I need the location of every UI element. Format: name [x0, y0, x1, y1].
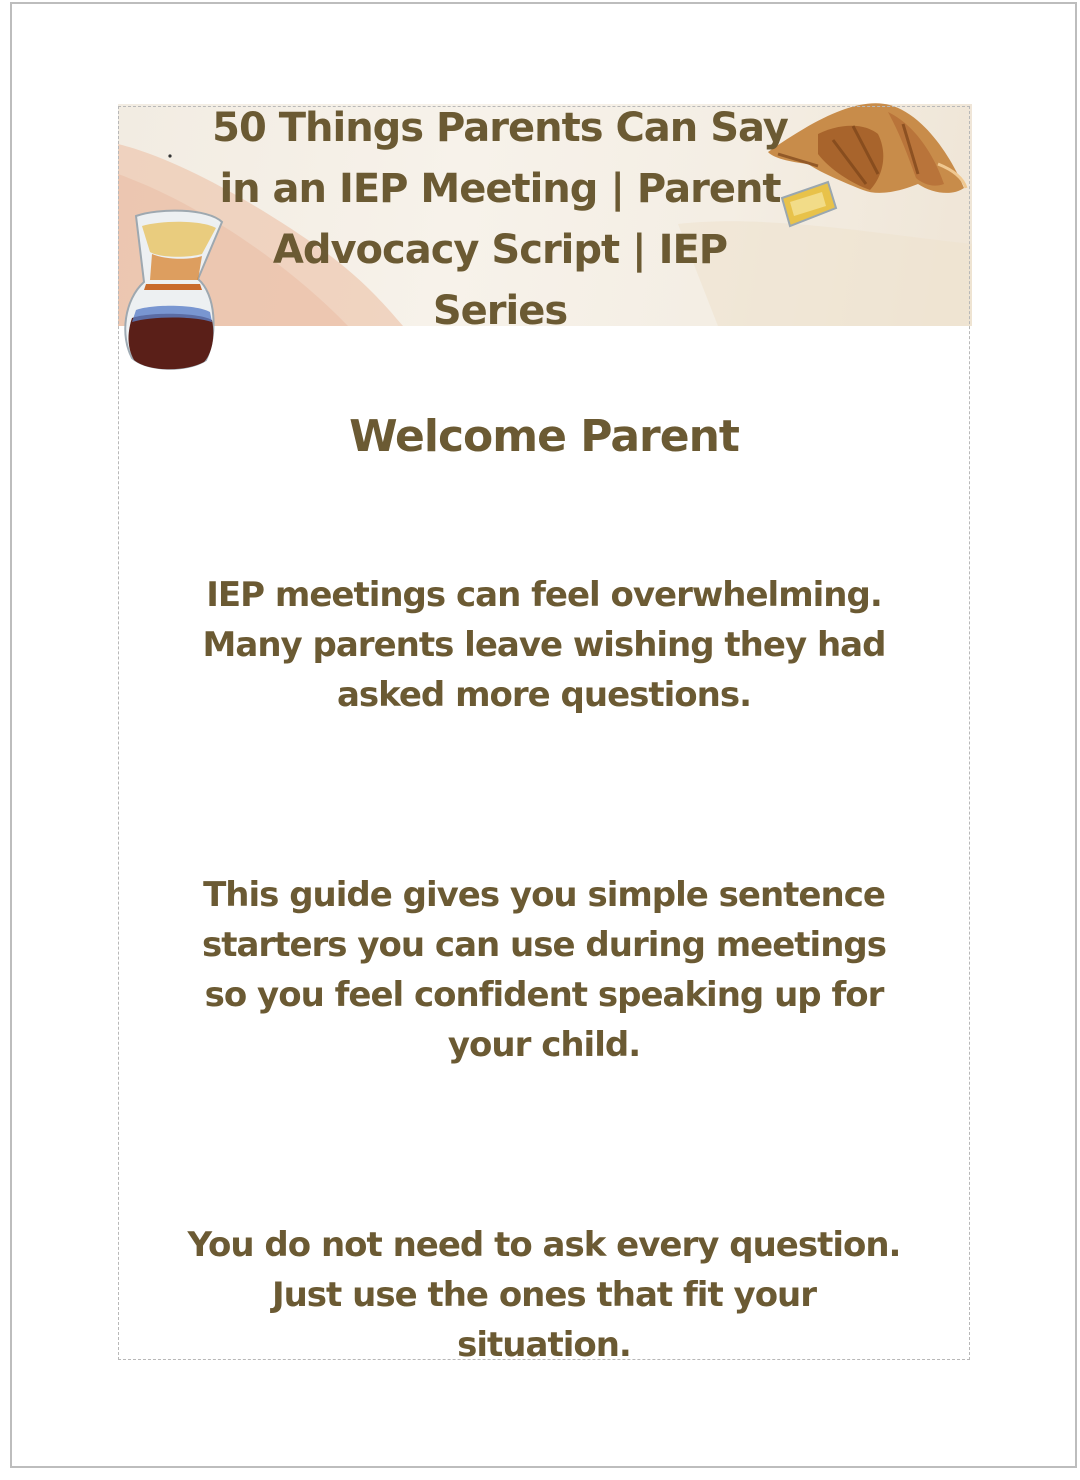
- guide-paragraph: This guide gives you simple sentence starters you can use during meetings so you feel confident speaking up for your child.: [202, 875, 886, 1065]
- tip-paragraph: You do not need to ask every question. Just use the ones that fit your situation.: [187, 1225, 901, 1365]
- content-frame: [118, 106, 970, 1360]
- intro-paragraph: IEP meetings can feel overwhelming. Many parents leave wishing they had asked more questions.: [202, 575, 886, 715]
- welcome-heading: Welcome Parent: [349, 411, 739, 462]
- document-title: 50 Things Parents Can Say in an IEP Meeting | Parent Advocacy Script | IEP Series: [212, 105, 788, 334]
